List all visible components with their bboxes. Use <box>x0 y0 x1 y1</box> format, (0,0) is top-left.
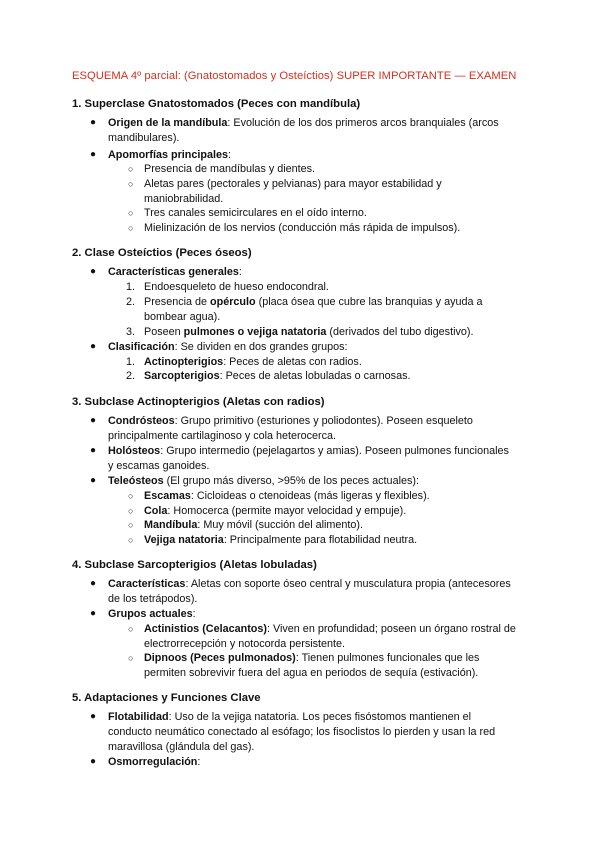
sub-list-item: Aletas pares (pectorales y pelvianas) para mayor estabilidad y <box>144 178 442 190</box>
bullet-icon: ● <box>90 117 97 128</box>
list-item: Grupos actuales: <box>108 608 196 620</box>
bullet-icon: ● <box>90 149 97 160</box>
list-item-continuation: mandibulares). <box>108 132 180 144</box>
bullet-icon: ● <box>90 711 97 722</box>
list-item: Clasificación: Se dividen en dos grandes grupos: <box>108 341 348 353</box>
list-item: Apomorfías principales: <box>108 149 231 161</box>
numbered-item-continuation: bombear agua). <box>144 311 221 323</box>
document-title: ESQUEMA 4º parcial: (Gnatostomados y Osteíctios) SUPER IMPORTANTE — EXAMEN <box>72 70 517 82</box>
list-number: 3. <box>126 326 136 338</box>
hollow-bullet-icon: ○ <box>128 506 134 516</box>
sub-list-item: Cola: Homocerca (permite mayor velocidad y empuje). <box>144 505 407 517</box>
list-number: 2. <box>126 370 136 382</box>
numbered-item: Poseen pulmones o vejiga natatoria (derivados del tubo digestivo). <box>144 326 474 338</box>
list-item-continuation: maravillosa (glándula del gas). <box>108 741 255 753</box>
hollow-bullet-icon: ○ <box>128 208 134 218</box>
section-4-heading: 4. Subclase Sarcopterigios (Aletas lobuladas) <box>72 559 317 571</box>
list-number: 1. <box>126 356 136 368</box>
sub-list-item: Tres canales semicirculares en el oído interno. <box>144 207 367 219</box>
list-item: Teleósteos (El grupo más diverso, >95% de los peces actuales): <box>108 475 419 487</box>
list-item-continuation: principalmente cartilaginoso y cola heterocerca. <box>108 430 337 442</box>
sub-list-item-continuation: permiten sobrevivir fuera del agua en periodos de sequía (estivación). <box>144 667 479 679</box>
bullet-icon: ● <box>90 415 97 426</box>
bullet-icon: ● <box>90 756 97 767</box>
list-item: Osmorregulación: <box>108 756 201 768</box>
bullet-icon: ● <box>90 341 97 352</box>
numbered-item: Endoesqueleto de hueso endocondral. <box>144 281 329 293</box>
sub-list-item: Vejiga natatoria: Principalmente para flotabilidad neutra. <box>144 534 418 546</box>
hollow-bullet-icon: ○ <box>128 179 134 189</box>
sub-list-item: Dipnoos (Peces pulmonados): Tienen pulmones funcionales que les <box>144 652 480 664</box>
numbered-item: Actinopterigios: Peces de aletas con radios. <box>144 356 362 368</box>
section-1-heading: 1. Superclase Gnatostomados (Peces con mandíbula) <box>72 98 361 110</box>
list-item: Características generales: <box>108 266 242 278</box>
sub-list-item: Mielinización de los nervios (conducción más rápida de impulsos). <box>144 222 461 234</box>
numbered-item: Presencia de opérculo (placa ósea que cubre las branquias y ayuda a <box>144 296 483 308</box>
list-item: Origen de la mandíbula: Evolución de los dos primeros arcos branquiales (arcos <box>108 117 499 129</box>
bullet-icon: ● <box>90 475 97 486</box>
bullet-icon: ● <box>90 266 97 277</box>
sub-list-item: Presencia de mandíbulas y dientes. <box>144 163 316 175</box>
section-3-heading: 3. Subclase Actinopterigios (Aletas con radios) <box>72 396 325 408</box>
bullet-icon: ● <box>90 578 97 589</box>
hollow-bullet-icon: ○ <box>128 491 134 501</box>
list-item: Flotabilidad: Uso de la vejiga natatoria. Los peces fisóstomos mantienen el <box>108 711 472 723</box>
hollow-bullet-icon: ○ <box>128 653 134 663</box>
sub-list-item: Escamas: Cicloideas o ctenoideas (más ligeras y flexibles). <box>144 490 430 502</box>
section-5-heading: 5. Adaptaciones y Funciones Clave <box>72 692 261 704</box>
sub-list-item-continuation: electrorrecepción y notocorda persistente. <box>144 638 346 650</box>
list-item-continuation: y escamas ganoides. <box>108 460 210 472</box>
hollow-bullet-icon: ○ <box>128 535 134 545</box>
hollow-bullet-icon: ○ <box>128 624 134 634</box>
list-item-continuation: de los tetrápodos). <box>108 593 198 605</box>
list-item: Características: Aletas con soporte óseo central y musculatura propia (antecesores <box>108 578 511 590</box>
sub-list-item-continuation: maniobrabilidad. <box>144 193 224 205</box>
bullet-icon: ● <box>90 445 97 456</box>
list-item-continuation: conducto neumático conectado al esófago; los fisoclistos lo pierden y usan la red <box>108 726 496 738</box>
hollow-bullet-icon: ○ <box>128 164 134 174</box>
sub-list-item: Actinistios (Celacantos): Viven en profundidad; poseen un órgano rostral de <box>144 623 516 635</box>
numbered-item: Sarcopterigios: Peces de aletas lobuladas o carnosas. <box>144 370 411 382</box>
list-number: 2. <box>126 296 136 308</box>
list-number: 1. <box>126 281 136 293</box>
hollow-bullet-icon: ○ <box>128 520 134 530</box>
section-2-heading: 2. Clase Osteíctios (Peces óseos) <box>72 247 252 259</box>
sub-list-item: Mandíbula: Muy móvil (succión del alimento). <box>144 519 363 531</box>
bullet-icon: ● <box>90 608 97 619</box>
hollow-bullet-icon: ○ <box>128 223 134 233</box>
list-item: Holósteos: Grupo intermedio (pejelagartos y amias). Poseen pulmones funcionales <box>108 445 509 457</box>
list-item: Condrósteos: Grupo primitivo (esturiones y poliodontes). Poseen esqueleto <box>108 415 473 427</box>
